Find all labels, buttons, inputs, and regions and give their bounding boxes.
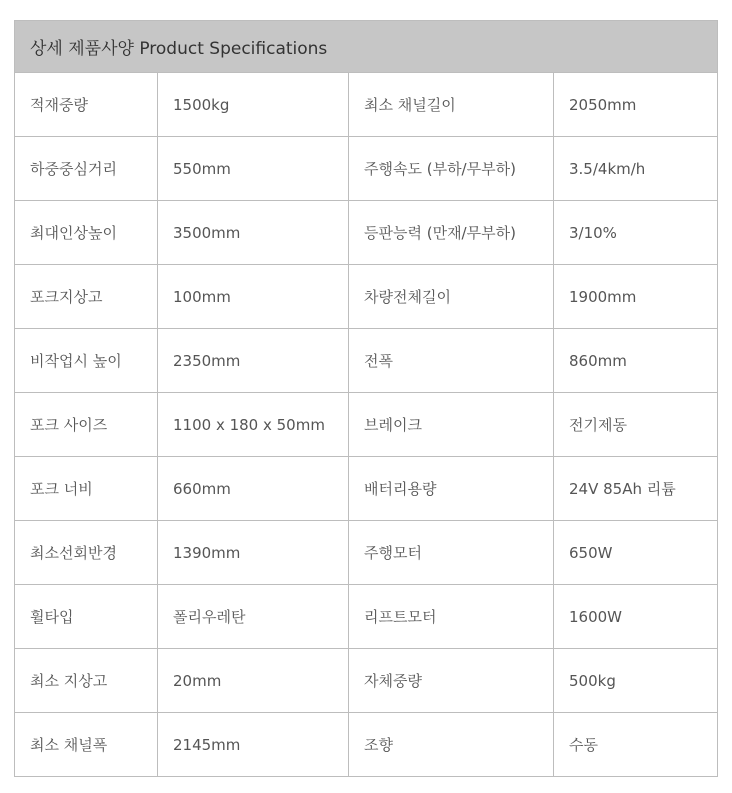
spec-label: 차량전체길이 — [349, 265, 554, 329]
spec-value: 500kg — [554, 649, 718, 713]
table-row — [15, 201, 718, 265]
spec-value: 2050mm — [554, 73, 718, 137]
spec-value: 1600W — [554, 585, 718, 649]
spec-value: 수동 — [554, 713, 718, 777]
spec-value: 1100 x 180 x 50mm — [158, 393, 349, 457]
spec-value: 20mm — [158, 649, 349, 713]
spec-label: 적재중량 — [15, 73, 158, 137]
spec-table — [14, 20, 718, 777]
spec-label: 최소 지상고 — [15, 649, 158, 713]
spec-label: 최소 채널폭 — [15, 713, 158, 777]
spec-label: 주행속도 (부하/무부하) — [349, 137, 554, 201]
spec-label: 하중중심거리 — [15, 137, 158, 201]
spec-value: 1390mm — [158, 521, 349, 585]
spec-label: 포크 사이즈 — [15, 393, 158, 457]
spec-value: 650W — [554, 521, 718, 585]
table-row — [15, 393, 718, 457]
spec-value: 24V 85Ah 리튬 — [554, 457, 718, 521]
spec-value: 폴리우레탄 — [158, 585, 349, 649]
table-title: 상세 제품사양 Product Specifications — [15, 21, 718, 73]
table-row — [15, 713, 718, 777]
spec-value: 3.5/4km/h — [554, 137, 718, 201]
spec-value: 3500mm — [158, 201, 349, 265]
spec-label: 주행모터 — [349, 521, 554, 585]
spec-value: 860mm — [554, 329, 718, 393]
table-row — [15, 585, 718, 649]
spec-value: 3/10% — [554, 201, 718, 265]
spec-label: 포크지상고 — [15, 265, 158, 329]
spec-label: 비작업시 높이 — [15, 329, 158, 393]
spec-value: 2350mm — [158, 329, 349, 393]
table-row — [15, 649, 718, 713]
table-row — [15, 329, 718, 393]
spec-label: 조향 — [349, 713, 554, 777]
table-header-row — [15, 21, 718, 73]
spec-label: 브레이크 — [349, 393, 554, 457]
spec-value: 660mm — [158, 457, 349, 521]
spec-value: 100mm — [158, 265, 349, 329]
spec-label: 전폭 — [349, 329, 554, 393]
spec-label: 배터리용량 — [349, 457, 554, 521]
table-row — [15, 457, 718, 521]
table-row — [15, 521, 718, 585]
spec-value: 550mm — [158, 137, 349, 201]
spec-label: 자체중량 — [349, 649, 554, 713]
spec-label: 최소 채널길이 — [349, 73, 554, 137]
spec-label: 등판능력 (만재/무부하) — [349, 201, 554, 265]
spec-label: 리프트모터 — [349, 585, 554, 649]
spec-value: 1900mm — [554, 265, 718, 329]
spec-label: 휠타입 — [15, 585, 158, 649]
spec-label: 포크 너비 — [15, 457, 158, 521]
spec-label: 최소선회반경 — [15, 521, 158, 585]
spec-label: 최대인상높이 — [15, 201, 158, 265]
spec-value: 전기제동 — [554, 393, 718, 457]
spec-value: 1500kg — [158, 73, 349, 137]
table-row — [15, 137, 718, 201]
spec-value: 2145mm — [158, 713, 349, 777]
table-row — [15, 265, 718, 329]
table-row — [15, 73, 718, 137]
